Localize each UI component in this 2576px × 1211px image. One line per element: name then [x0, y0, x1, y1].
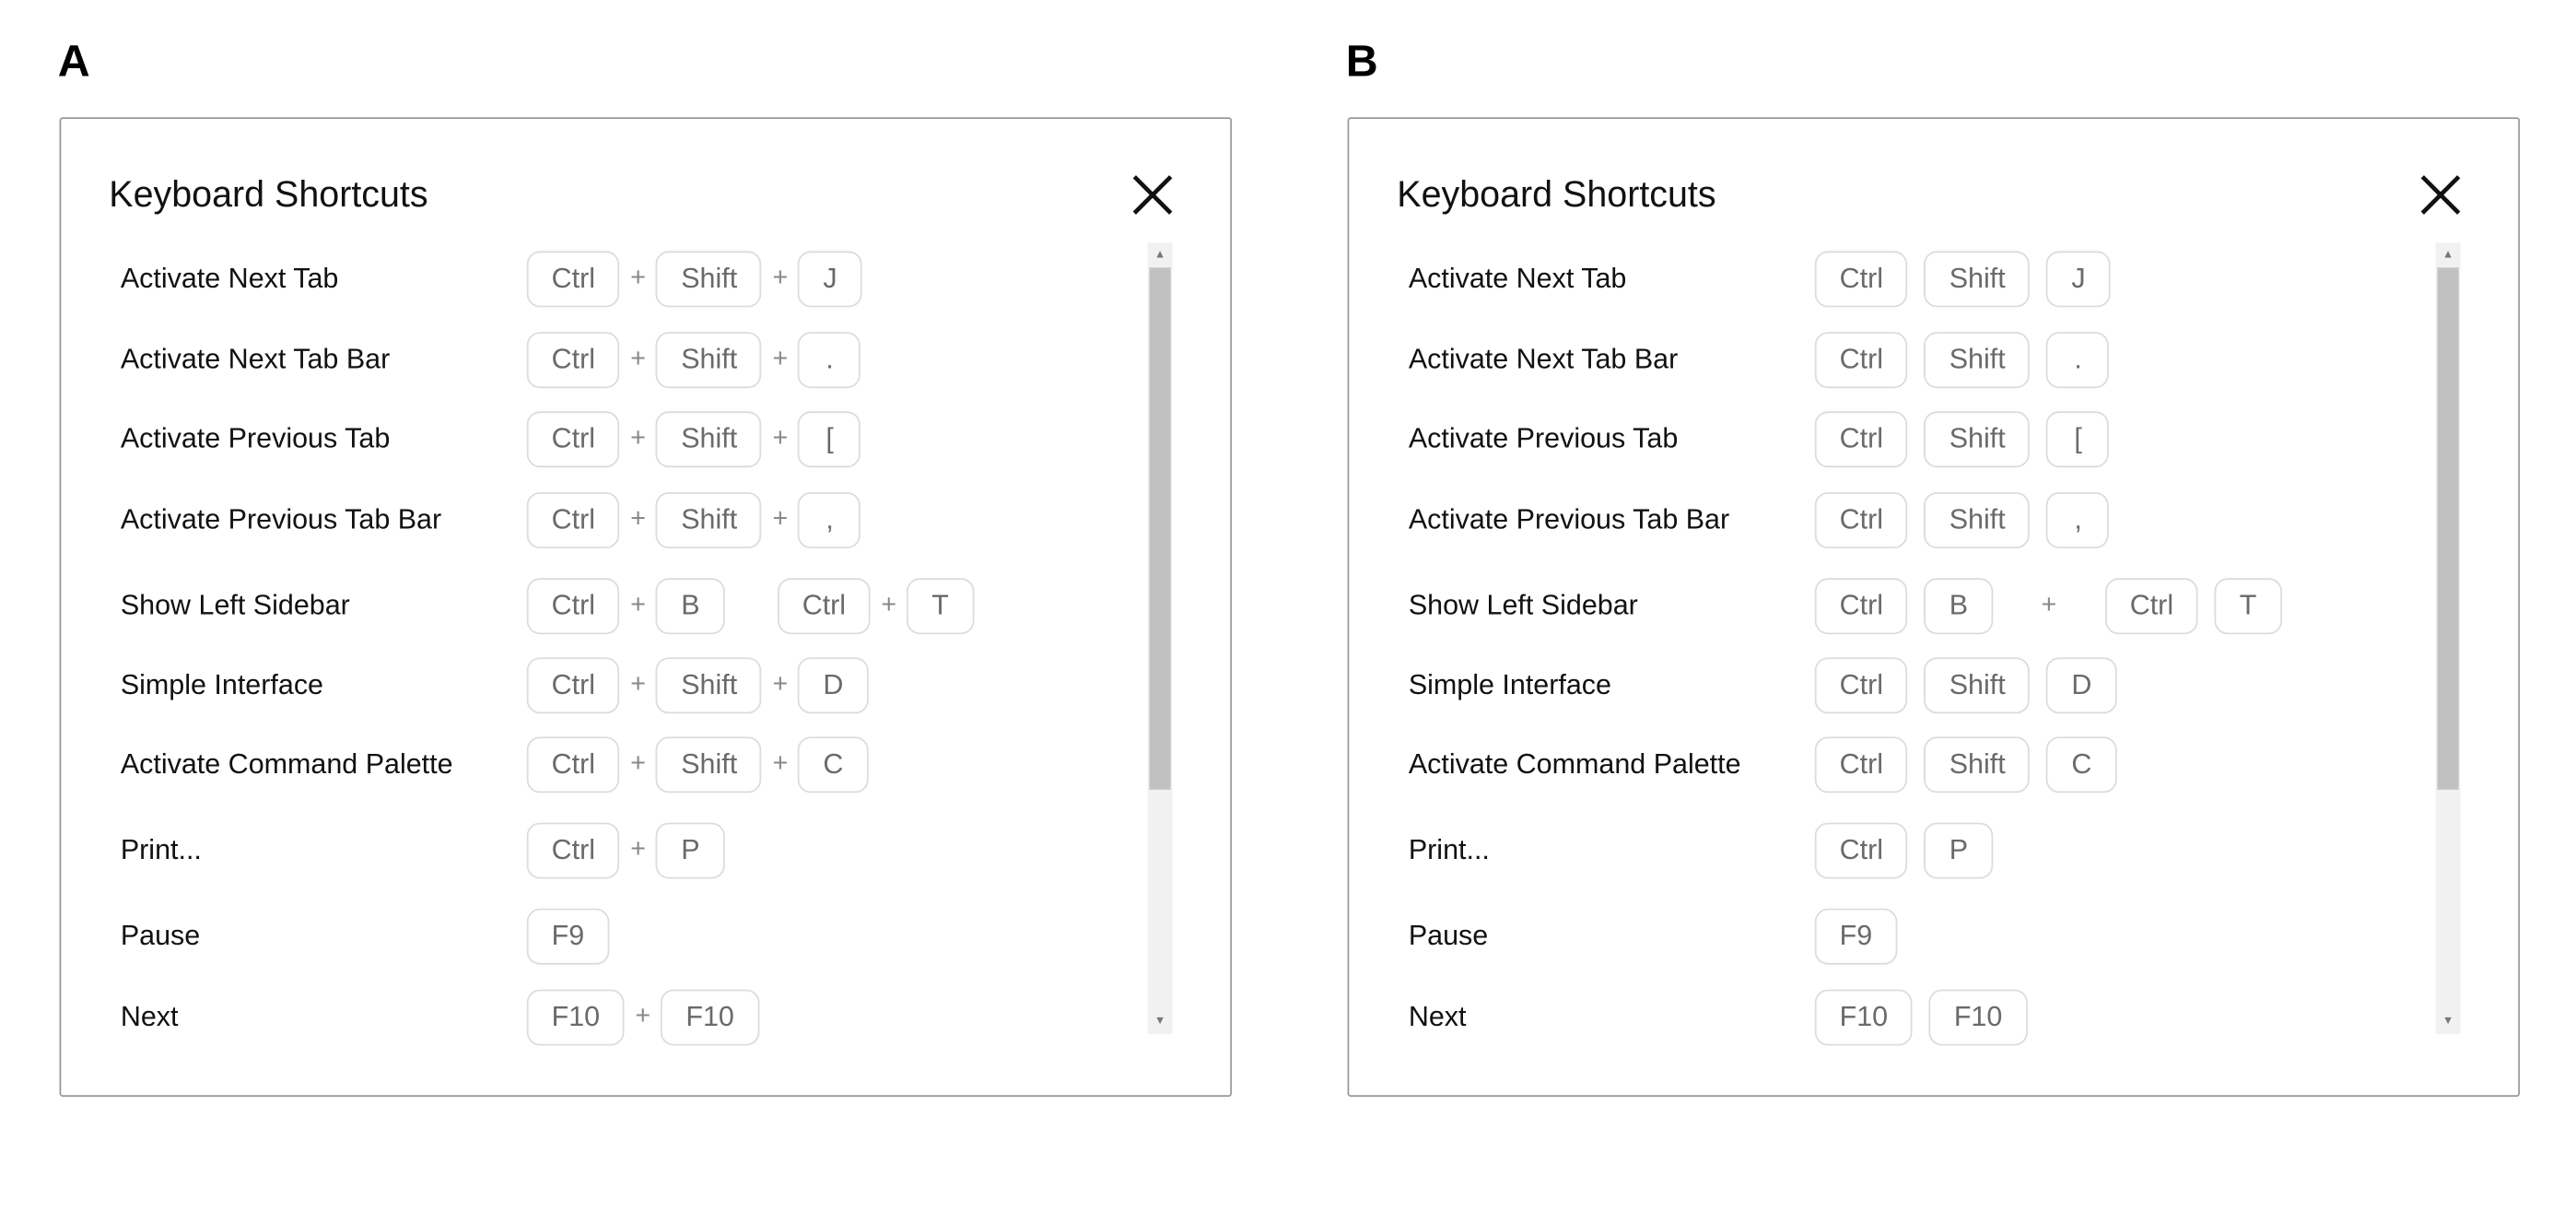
keycap: Ctrl: [1815, 578, 1908, 634]
plus-separator: +: [881, 591, 897, 620]
keycap: D: [2047, 657, 2117, 713]
key-combination: [527, 251, 862, 307]
keycap: Ctrl: [527, 736, 620, 793]
shortcut-row: [121, 409, 861, 469]
keycap: Shift: [1925, 251, 2031, 307]
shortcut-label: Activate Next Tab Bar: [120, 343, 391, 375]
keycap: Ctrl: [2105, 578, 2198, 634]
shortcut-row: [121, 821, 725, 881]
key-combination: [1815, 823, 2009, 879]
keycap: Ctrl: [1815, 823, 1908, 879]
dialog-title: Keyboard Shortcuts: [109, 173, 428, 215]
shortcut-row: [121, 330, 861, 390]
shortcut-label: Show Left Sidebar: [1408, 589, 1638, 621]
key-combination: [1815, 251, 2127, 307]
keycap: C: [2047, 736, 2117, 793]
keycap: Ctrl: [527, 823, 620, 879]
plus-separator: +: [630, 749, 647, 779]
plus-separator: +: [772, 345, 789, 374]
keycap: F10: [661, 990, 758, 1046]
shortcut-label: Activate Previous Tab: [1408, 422, 1679, 454]
plus-separator: +: [772, 749, 789, 779]
panel-letter: A: [57, 36, 90, 87]
keycap: T: [907, 578, 973, 634]
keycap: Shift: [656, 251, 762, 307]
keycap: F9: [1815, 909, 1897, 965]
shortcut-label: Next: [120, 1001, 179, 1033]
keycap: Shift: [1925, 411, 2031, 467]
keycap: Shift: [1925, 657, 2031, 713]
shortcut-label: Print...: [120, 834, 202, 866]
arrow-down-icon[interactable]: ▼: [2441, 1016, 2454, 1028]
keycap: T: [2215, 578, 2281, 634]
shortcut-row: [121, 577, 974, 637]
keycap: .: [2047, 332, 2110, 388]
keycap: .: [799, 332, 861, 388]
shortcut-row: [121, 907, 609, 967]
shortcut-row: [1409, 821, 2009, 881]
key-combination: [1815, 578, 2298, 634]
keycap: ,: [799, 492, 861, 548]
keycap: D: [799, 657, 869, 713]
shortcut-label: Pause: [1408, 920, 1489, 952]
keycap: Shift: [656, 332, 762, 388]
keycap: Shift: [656, 657, 762, 713]
shortcut-row: [1409, 907, 1914, 967]
keycap: Ctrl: [527, 578, 620, 634]
keycap: B: [1925, 578, 1993, 634]
shortcut-row: [1409, 409, 2126, 469]
shortcut-label: Simple Interface: [1408, 668, 1612, 700]
shortcut-label: Activate Previous Tab Bar: [1408, 503, 1730, 535]
close-x-icon[interactable]: [2419, 173, 2463, 217]
keycap: Ctrl: [1815, 332, 1908, 388]
shortcut-row: [1409, 988, 2043, 1048]
key-combination: [527, 736, 869, 793]
key-combination: [527, 411, 861, 467]
shortcut-row: [1409, 490, 2126, 550]
shortcut-row: [1409, 330, 2126, 390]
plus-separator: +: [630, 835, 647, 864]
keycap: J: [2047, 251, 2111, 307]
shortcut-row: [121, 250, 862, 310]
keycap: J: [799, 251, 862, 307]
shortcut-label: Pause: [120, 920, 201, 952]
dialog-title: Keyboard Shortcuts: [1397, 173, 1716, 215]
arrow-down-icon[interactable]: ▼: [1153, 1016, 1166, 1028]
keycap: ,: [2047, 492, 2110, 548]
keycap: Shift: [1925, 332, 2031, 388]
key-combination: [527, 578, 974, 634]
shortcut-row: [121, 988, 759, 1048]
keycap: Ctrl: [1815, 657, 1908, 713]
keycap: B: [656, 578, 724, 634]
keycap: Ctrl: [527, 332, 620, 388]
scrollbar[interactable]: [2436, 242, 2461, 1034]
plus-separator: +: [630, 670, 647, 700]
key-combination: [1815, 657, 2133, 713]
keycap: [: [2047, 411, 2110, 467]
shortcut-row: [1409, 577, 2298, 637]
plus-separator: +: [772, 505, 789, 534]
shortcut-row: [1409, 735, 2133, 795]
keycap: Ctrl: [1815, 411, 1908, 467]
shortcut-label: Simple Interface: [120, 668, 324, 700]
keycap: Ctrl: [1815, 251, 1908, 307]
keycap: F10: [1929, 990, 2027, 1046]
plus-separator: +: [2041, 591, 2057, 620]
key-combination: [527, 990, 759, 1046]
keycap: Shift: [1925, 492, 2031, 548]
shortcut-row: [1409, 656, 2133, 716]
keycap: F10: [527, 990, 625, 1046]
plus-separator: +: [630, 264, 647, 293]
key-combination: [527, 657, 869, 713]
keycap: F9: [527, 909, 609, 965]
shortcut-row: [121, 735, 868, 795]
key-combination: [1815, 990, 2043, 1046]
key-combination: [1815, 736, 2133, 793]
keycap: C: [799, 736, 869, 793]
plus-separator: +: [630, 345, 647, 374]
shortcut-label: Activate Command Palette: [120, 747, 453, 780]
keycap: Ctrl: [527, 411, 620, 467]
panel-letter: B: [1345, 36, 1378, 87]
keyboard-shortcuts-dialog: [60, 117, 1233, 1097]
shortcut-row: [121, 656, 868, 716]
plus-separator: +: [630, 505, 647, 534]
shortcut-row: [121, 490, 861, 550]
keycap: Ctrl: [527, 492, 620, 548]
key-combination: [1815, 411, 2126, 467]
key-combination: [1815, 332, 2126, 388]
scrollbar-thumb[interactable]: [2437, 267, 2458, 789]
plus-separator: +: [772, 264, 789, 293]
arrow-up-icon[interactable]: ▲: [1153, 249, 1166, 262]
shortcut-label: Activate Previous Tab: [120, 422, 391, 454]
scrollbar[interactable]: [1148, 242, 1173, 1034]
keycap: Shift: [1925, 736, 2031, 793]
keycap: Ctrl: [1815, 492, 1908, 548]
keycap: Ctrl: [527, 657, 620, 713]
keycap: Ctrl: [527, 251, 620, 307]
plus-separator: +: [630, 591, 647, 620]
shortcut-label: Show Left Sidebar: [120, 589, 350, 621]
key-combination: [1815, 909, 1914, 965]
keycap: Shift: [656, 411, 762, 467]
arrow-up-icon[interactable]: ▲: [2441, 249, 2454, 262]
key-combination: [527, 332, 861, 388]
plus-separator: +: [630, 424, 647, 453]
shortcut-label: Activate Previous Tab Bar: [120, 503, 442, 535]
scrollbar-thumb[interactable]: [1149, 267, 1170, 789]
keycap: Ctrl: [1815, 736, 1908, 793]
shortcut-label: Activate Command Palette: [1408, 747, 1741, 780]
shortcut-label: Activate Next Tab: [120, 262, 339, 295]
plus-separator: +: [772, 670, 789, 700]
keycap: Ctrl: [778, 578, 871, 634]
shortcut-label: Activate Next Tab: [1408, 262, 1627, 295]
key-combination: [527, 823, 725, 879]
key-combination: [1815, 492, 2126, 548]
keycap: P: [656, 823, 724, 879]
keycap: Shift: [656, 492, 762, 548]
keycap: Shift: [656, 736, 762, 793]
shortcut-label: Print...: [1408, 834, 1490, 866]
keyboard-shortcuts-dialog: [1348, 117, 2521, 1097]
keycap: [: [799, 411, 861, 467]
close-x-icon[interactable]: [1131, 173, 1175, 217]
keycap: F10: [1815, 990, 1913, 1046]
shortcut-row: [1409, 250, 2127, 310]
shortcut-label: Activate Next Tab Bar: [1408, 343, 1679, 375]
plus-separator: +: [635, 1002, 651, 1031]
key-combination: [527, 909, 609, 965]
keycap: P: [1925, 823, 1993, 879]
shortcut-label: Next: [1408, 1001, 1467, 1033]
plus-separator: +: [772, 424, 789, 453]
key-combination: [527, 492, 861, 548]
